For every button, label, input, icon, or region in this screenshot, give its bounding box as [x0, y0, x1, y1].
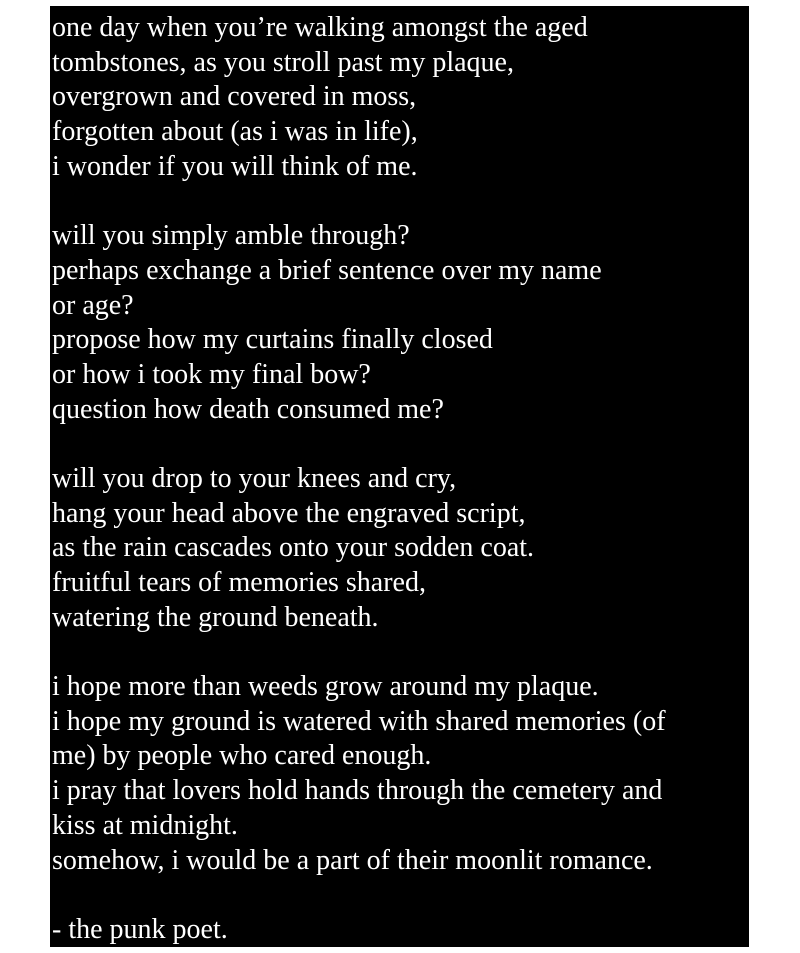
poem-line: kiss at midnight. — [52, 809, 238, 841]
stanza-break — [52, 635, 666, 670]
poem-line: somehow, i would be a part of their moonlit romance. — [52, 844, 653, 876]
stanza-break — [52, 427, 666, 462]
poem-line: will you drop to your knees and cry, — [52, 462, 457, 494]
poem-line: or how i took my final bow? — [52, 358, 371, 390]
poem-line: question how death consumed me? — [52, 393, 444, 425]
poem-line: propose how my curtains finally closed — [52, 324, 493, 356]
poem-line: will you simply amble through? — [52, 220, 410, 252]
poem-line: watering the ground beneath. — [52, 601, 379, 633]
poem-line: as the rain cascades onto your sodden coat. — [52, 532, 535, 564]
poem-line: hang your head above the engraved script, — [52, 497, 526, 529]
poem-line: forgotten about (as i was in life), — [52, 116, 418, 148]
poem-text — [52, 11, 666, 947]
poem-line: i pray that lovers hold hands through the cemetery and — [52, 775, 663, 807]
poem-line: perhaps exchange a brief sentence over my name — [52, 254, 602, 286]
poem-panel — [50, 6, 749, 947]
poem-line: overgrown and covered in moss, — [52, 81, 417, 113]
stanza-break — [52, 878, 666, 913]
poem-line: i wonder if you will think of me. — [52, 150, 418, 182]
poem-line: i hope more than weeds grow around my plaque. — [52, 671, 599, 703]
poem-line: one day when you’re walking amongst the aged — [52, 12, 588, 43]
poem-signature: - the punk poet. — [52, 913, 228, 945]
poem-line: i hope my ground is watered with shared memories (of — [52, 705, 666, 737]
poem-line: me) by people who cared enough. — [52, 740, 432, 772]
poem-line: fruitful tears of memories shared, — [52, 567, 426, 598]
poem-line: or age? — [52, 289, 134, 321]
poem-line: tombstones, as you stroll past my plaque, — [52, 46, 514, 78]
stanza-break — [52, 184, 666, 219]
